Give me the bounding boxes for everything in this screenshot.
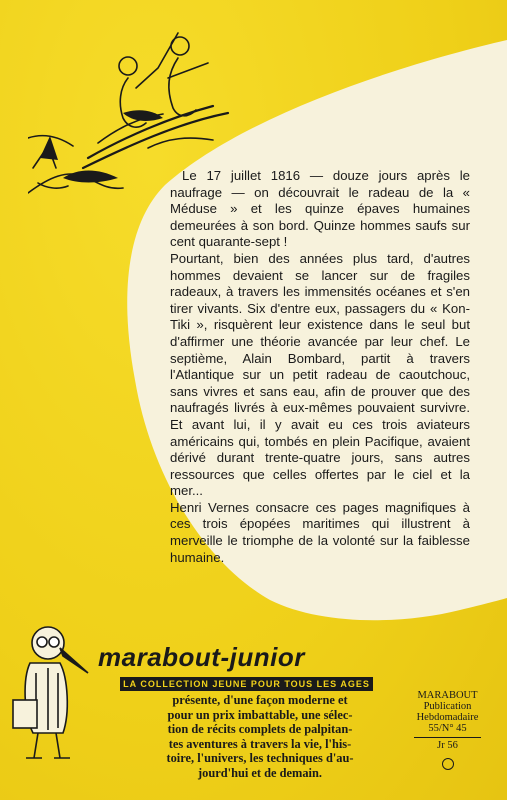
divider [414, 737, 481, 738]
promo-line: tion de récits complets de palpitan- [167, 722, 353, 736]
publisher-line: Publication [423, 701, 472, 712]
blurb-paragraph: Le 17 juillet 1816 — douze jours après le naufrage — on découvrait le radeau de la « Méduse » et les quinze épaves humaines demeurées à son bord. Quinze hommes saufs sur cent quarante-sept ! [170, 168, 470, 250]
promo-line: jourd'hui et de demain. [198, 765, 322, 780]
promo-text [130, 693, 390, 780]
promo-line: tes aventures à travers la vie, l'his- [168, 736, 352, 751]
publisher-info [400, 690, 495, 770]
promo-line: présente, d'une façon moderne et [172, 693, 348, 707]
blurb-paragraph: Pourtant, bien des années plus tard, d'autres hommes devaient se lancer sur de fragiles radeaux, à travers les immensités océanes et s'en tirer vivants. Six d'entre eux, passagers du « Kon-Tiki », risquèrent leur existence dans le seul but d'affirmer une théorie avancée par leur chef. Le septième, Alain Bombard, partit à travers l'Atlantique sur un petit radeau de caoutchouc, sans vivres et sans eau, afin de prouver que des naufragés livrés à eux-mêmes pouvaient survivre. Et avant lui, il y avait eu ces trois aviateurs américains qui, tombés en plein Pacifique, avaient dérivé durant trente-quatre jours, sans autres ressources que celles offertes par le ciel et la mer... [170, 250, 470, 499]
promo-line: toire, l'univers, les techniques d'au- [166, 751, 354, 765]
issue-number: 55/N° 45 [428, 723, 467, 734]
promo-line: pour un prix imbattable, une sélec- [167, 707, 353, 722]
back-cover-blurb [170, 168, 470, 566]
brand-logo: marabout-junior [98, 642, 305, 672]
catalog-code: Jr 56 [437, 740, 458, 751]
circle-mark-icon [442, 758, 454, 770]
publisher-name: MARABOUT [417, 690, 478, 701]
marabout-bird-mascot-icon [8, 618, 96, 768]
brand-tagline: LA COLLECTION JEUNE POUR TOUS LES AGES [120, 677, 373, 691]
publisher-line: Hebdomadaire [416, 712, 479, 723]
blurb-paragraph: Henri Vernes consacre ces pages magnifiques à ces trois épopées maritimes qui illustrent à merveille le triomphe de la volonté sur la faiblesse humaine. [170, 499, 470, 565]
